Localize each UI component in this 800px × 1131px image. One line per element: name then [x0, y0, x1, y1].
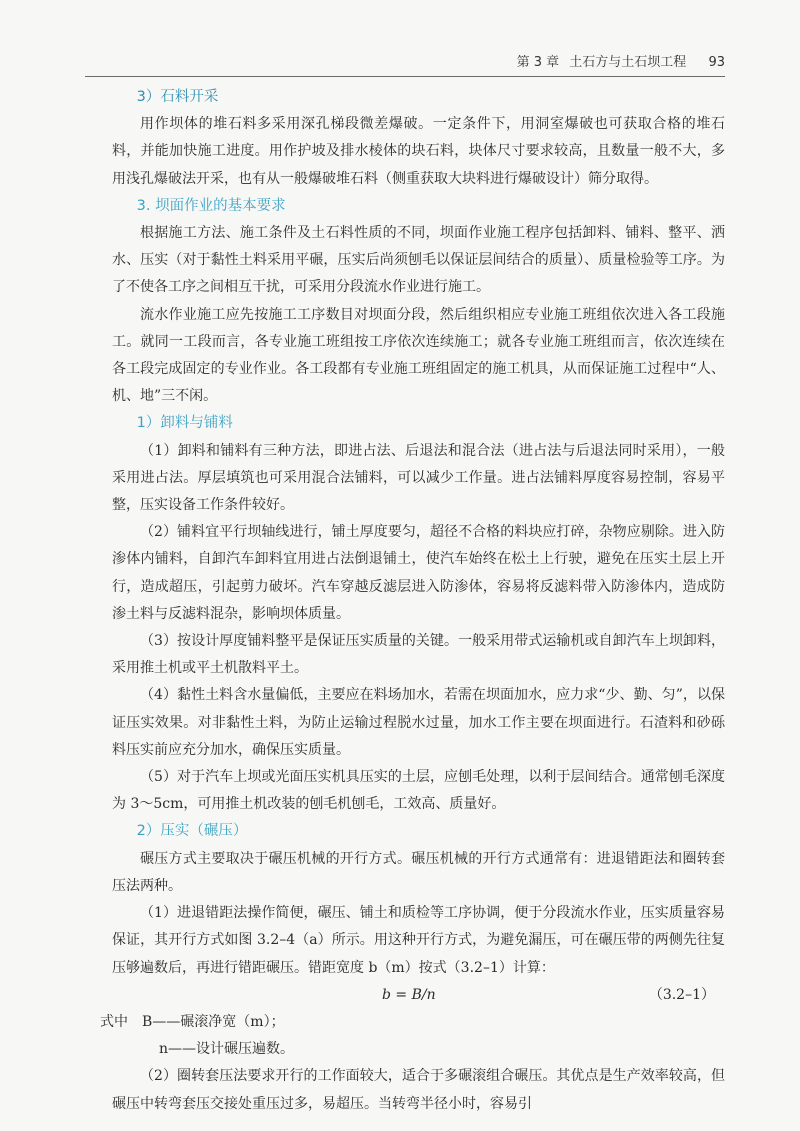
- formula-number: （3.2–1）: [648, 986, 715, 1003]
- paragraph: 根据施工方法、施工条件及土石料性质的不同，坝面作业施工程序包括卸料、铺料、整平、洒水、压实（对于黏性土料采用平碾，压实后尚须刨毛以保证层间结合的质量）、质量检验等工序。为了不使各工序之间相互干扰，可采用分段流水作业进行施工。: [112, 225, 725, 296]
- heading-dam-surface-work: 3. 坝面作业的基本要求: [136, 197, 286, 214]
- paragraph: 用作坝体的堆石料多采用深孔梯段微差爆破。一定条件下，用洞室爆破也可获取合格的堆石料，并能加快施工进度。用作护坡及排水棱体的块石料，块体尺寸要求较高，且数量一般不大，多用浅孔爆破法开采，也有从一般爆破堆石料（侧重获取大块料进行爆破设计）筛分取得。: [112, 116, 725, 187]
- heading-stone-quarrying: 3）石料开采: [136, 89, 219, 105]
- formula-note: n——设计碾压遍数。: [159, 1041, 295, 1058]
- paragraph: （4）黏性土料含水量偏低，主要应在料场加水，若需在坝面加水，应力求“少、勤、匀”，以保证压实效果。对非黏性土料，为防止运输过程脱水过量，加水工作主要在坝面进行。石渣料和砂砾料压实前应充分加水，确保压实质量。: [112, 687, 725, 758]
- formula-line: [112, 982, 725, 1009]
- page-header: [85, 40, 725, 77]
- paragraph: 碾压方式主要取决于碾压机械的开行方式。碾压机械的开行方式通常有：进退错距法和圈转套压法两种。: [112, 850, 725, 894]
- paragraph: 流水作业施工应先按施工工序数目对坝面分段，然后组织相应专业施工班组依次进入各工段施工。就同一工段而言，各专业施工班组按工序依次连续施工；就各专业施工班组而言，依次连续在各工段完成固定的专业作业。各工段都有专业施工班组固定的施工机具，从而保证施工过程中“人、机、地”三不闲。: [112, 306, 725, 405]
- chapter-label: 第 3 章: [516, 55, 560, 70]
- heading-compaction: 2）压实（碾压）: [136, 823, 248, 840]
- page-number: 93: [708, 55, 725, 70]
- running-head: [517, 51, 725, 70]
- paragraph: （1）卸料和铺料有三种方法，即进占法、后退法和混合法（进占法与后退法同时采用），一般采用进占法。厚层填筑也可采用混合法铺料，可以减少工作量。进占法铺料厚度容易控制，容易平整，压实设备工作条件较好。: [112, 442, 725, 514]
- heading-unloading-spreading: 1）卸料与铺料: [136, 415, 233, 432]
- formula-expression: b = B/n: [382, 986, 436, 1003]
- paragraph: （1）进退错距法操作简便，碾压、铺土和质检等工序协调，便于分段流水作业，压实质量容易保证，其开行方式如图 3.2–4（a）所示。用这种开行方式，为避免漏压，可在碾压带的两侧先往复压够遍数后，再进行错距碾压。错距宽度 b（m）按式（3.2–1）计算：: [112, 905, 725, 976]
- paragraph: （5）对于汽车上坝或光面压实机具压实的土层，应刨毛处理，以利于层间结合。通常刨毛深度为 3～5cm，可用推土机改装的刨毛机刨毛，工效高、质量好。: [112, 769, 725, 813]
- paragraph: （3）按设计厚度铺料整平是保证压实质量的关键。一般采用带式运输机或自卸汽车上坝卸料，采用推土机或平土机散料平土。: [112, 633, 725, 677]
- paragraph: （2）圈转套压法要求开行的工作面较大，适合于多碾滚组合碾压。其优点是生产效率较高，但碾压中转弯套压交接处重压过多，易超压。当转弯半径小时，容易引: [112, 1068, 725, 1112]
- formula-note: 式中 B——碾滚净宽（m）；: [100, 1013, 285, 1030]
- paragraph: （2）铺料宜平行坝轴线进行，铺土厚度要匀，超径不合格的料块应打碎，杂物应剔除。进入防渗体内铺料，自卸汽车卸料宜用进占法倒退铺土，使汽车始终在松土上行驶，避免在压实土层上开行，造成超压，引起剪力破坏。汽车穿越反滤层进入防渗体，容易将反滤料带入防渗体内，造成防渗土料与反滤料混杂，影响坝体质量。: [112, 524, 725, 622]
- page-body: [100, 84, 725, 1118]
- chapter-title: 土石方与土石坝工程: [569, 55, 687, 70]
